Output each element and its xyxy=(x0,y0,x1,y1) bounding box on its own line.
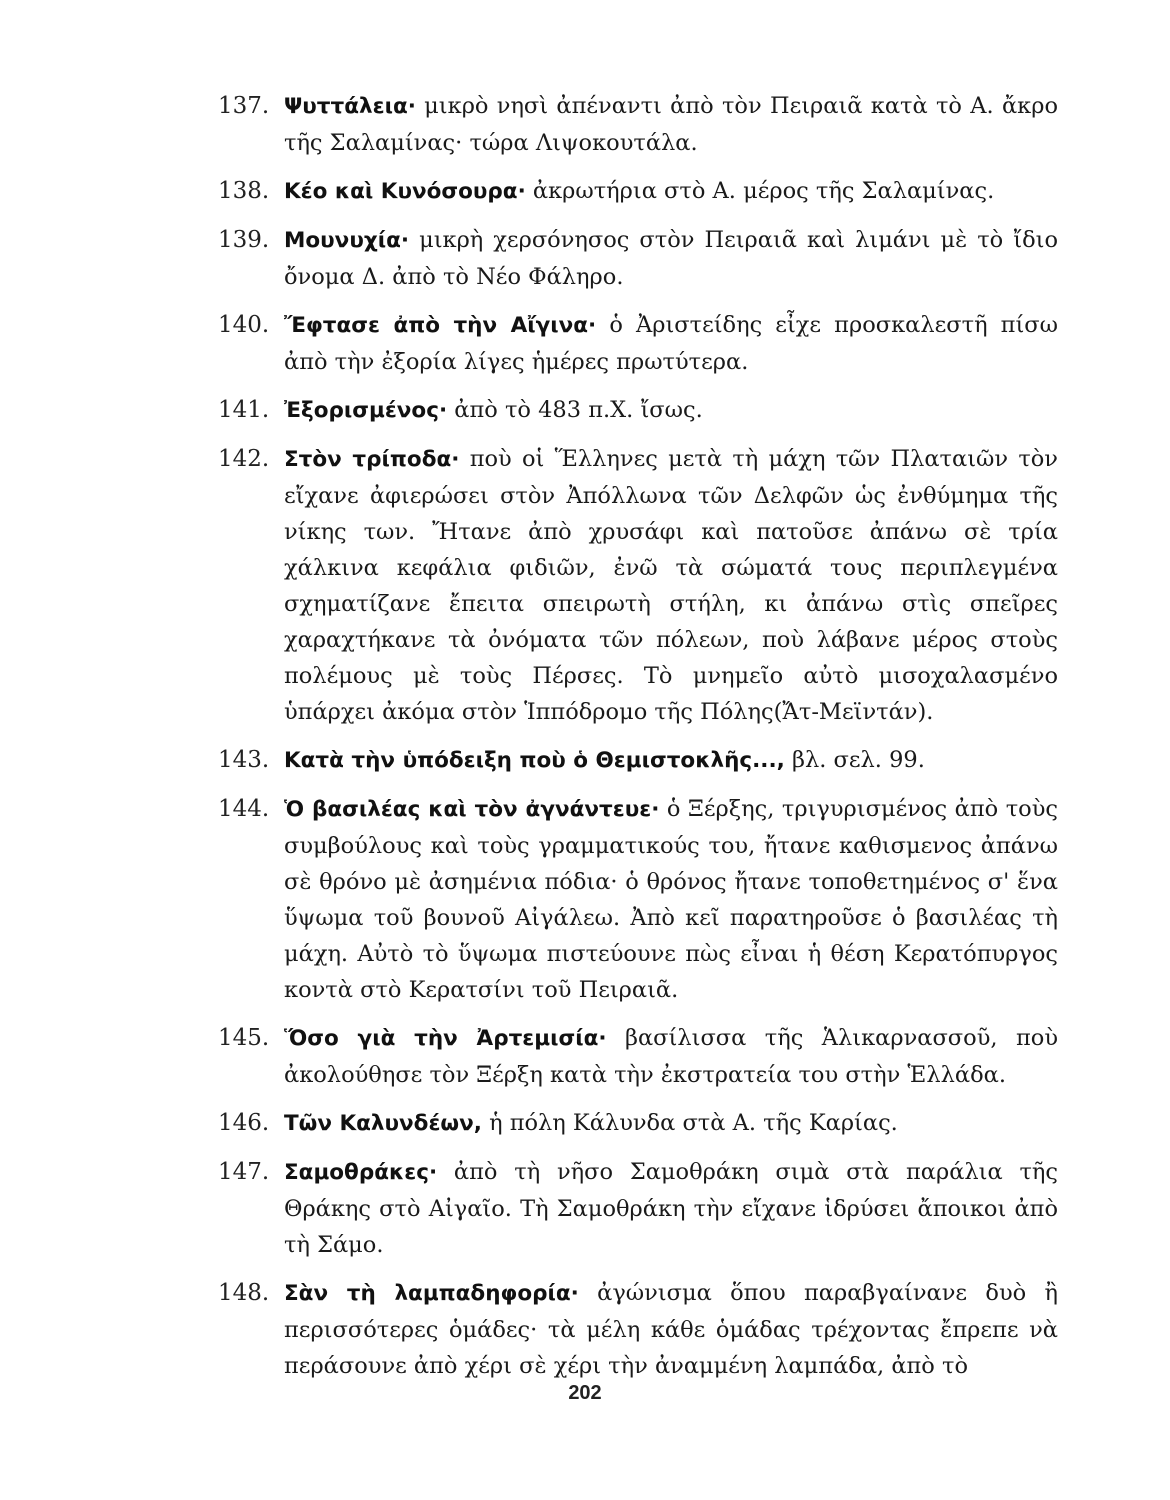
note-number: 142. xyxy=(218,446,270,472)
note-text: ὁ Ξέρξης, τριγυρισμένος ἀπὸ τοὺς συμβούλους καὶ τοὺς γραμματικούς του, ἤτανε καθισμενος ἀπάνω σὲ θρόνο μὲ ἀσημένια πόδια· ὁ θρόνος ἤτανε τοποθετημένος σ' ἕνα ὕψωμα τοῦ βουνοῦ Αἰγάλεω. Ἀπὸ κεῖ παρατηροῦσε ὁ βασιλέας τὴ μάχη. Αὐτὸ τὸ ὕψωμα πιστεύουνε πὼς εἶναι ἡ θέση Κερατόπυργος κοντὰ στὸ Κερατσίνι τοῦ Πειραιᾶ. xyxy=(284,796,1058,1003)
note-number: 144. xyxy=(218,796,270,822)
note-number: 146. xyxy=(218,1110,270,1136)
note-text: ἀπὸ τὴ νῆσο Σαμοθράκη σιμὰ στὰ παράλια τῆς Θράκης στὸ Αἰγαῖο. Τὴ Σαμοθράκη τὴν εἴχανε ἱδρύσει ἄποικοι ἀπὸ τὴ Σάμο. xyxy=(284,1159,1058,1258)
note-148 xyxy=(218,1275,1058,1384)
note-body xyxy=(284,173,1058,210)
note-143 xyxy=(218,742,1058,779)
note-144 xyxy=(218,791,1058,1008)
note-term: Σαμοθράκες· xyxy=(284,1160,438,1185)
note-term: Ὅσο γιὰ τὴν Ἀρτεμισία· xyxy=(284,1026,607,1051)
note-number: 143. xyxy=(218,747,270,773)
note-body xyxy=(284,1154,1058,1263)
note-number: 145. xyxy=(218,1025,270,1051)
note-text: ἀκρωτήρια στὸ Α. μέρος τῆς Σαλαμίνας. xyxy=(525,178,995,204)
note-term: Τῶν Καλυνδέων, xyxy=(284,1111,482,1136)
note-term: Ψυττάλεια· xyxy=(284,94,416,119)
note-147 xyxy=(218,1154,1058,1263)
note-term: Μουνυχία· xyxy=(284,228,410,253)
note-body xyxy=(284,88,1058,161)
note-term: Ἐξορισμένος· xyxy=(284,398,448,423)
note-term: Κατὰ τὴν ὑπόδειξη ποὺ ὁ Θεμιστοκλῆς..., xyxy=(284,748,785,773)
note-text: μικρὸ νησὶ ἀπέναντι ἀπὸ τὸν Πειραιᾶ κατὰ τὸ Α. ἄκρο τῆς Σαλαμίνας· τώρα Λιψοκουτάλα. xyxy=(284,93,1058,156)
note-body xyxy=(284,392,1058,429)
note-text: ὁ Ἀριστείδης εἶχε προσκαλεστῆ πίσω ἀπὸ τὴν ἐξορία λίγες ἡμέρες πρωτύτερα. xyxy=(284,312,1058,375)
note-number: 139. xyxy=(218,227,270,253)
note-body xyxy=(284,742,1058,779)
note-146 xyxy=(218,1105,1058,1142)
note-term: Ἔφτασε ἀπὸ τὴν Αἴγινα· xyxy=(284,313,597,338)
note-body xyxy=(284,441,1058,730)
note-text: μικρὴ χερσόνησος στὸν Πειραιᾶ καὶ λιμάνι μὲ τὸ ἴδιο ὄνομα Δ. ἀπὸ τὸ Νέο Φάληρο. xyxy=(284,227,1058,290)
note-text: ἀγώνισμα ὅπου παραβγαίνανε δυὸ ἢ περισσότερες ὁμάδες· τὰ μέλη κάθε ὁμάδας τρέχοντας ἔπρεπε νὰ περάσουνε ἀπὸ χέρι σὲ χέρι τὴν ἀναμμένη λαμπάδα, ἀπὸ τὸ xyxy=(284,1280,1058,1379)
note-number: 147. xyxy=(218,1159,270,1185)
note-number: 148. xyxy=(218,1280,270,1306)
note-text: ἡ πόλη Κάλυνδα στὰ Α. τῆς Καρίας. xyxy=(481,1110,898,1136)
note-term: Ὁ βασιλέας καὶ τὸν ἀγνάντευε· xyxy=(284,797,660,822)
note-term: Στὸν τρίποδα· xyxy=(284,447,460,472)
note-138 xyxy=(218,173,1058,210)
note-text: βλ. σελ. 99. xyxy=(784,747,925,773)
note-number: 137. xyxy=(218,93,270,119)
note-term: Σὰν τὴ λαμπαδηφορία· xyxy=(284,1281,579,1306)
note-text: ἀπὸ τὸ 483 π.Χ. ἴσως. xyxy=(447,397,703,423)
note-text: βασίλισσα τῆς Ἁλικαρνασσοῦ, ποὺ ἀκολούθησε τὸν Ξέρξη κατὰ τὴν ἐκστρατεία του στὴν Ἑλλάδα. xyxy=(284,1025,1058,1088)
page-number: 202 xyxy=(568,1382,602,1404)
note-term: Κέο καὶ Κυνόσουρα· xyxy=(284,179,526,204)
note-number: 140. xyxy=(218,312,270,338)
note-142 xyxy=(218,441,1058,730)
note-body xyxy=(284,1275,1058,1384)
note-text: ποὺ οἱ Ἕλληνες μετὰ τὴ μάχη τῶν Πλαταιῶν τὸν εἴχανε ἀφιερώσει στὸν Ἀπόλλωνα τῶν Δελφῶν ὡς ἐνθύμημα τῆς νίκης των. Ἤτανε ἀπὸ χρυσάφι καὶ πατοῦσε ἀπάνω σὲ τρία χάλκινα κεφάλια φιδιῶν, ἐνῶ τὰ σώματά τους περιπλεγμένα σχηματίζανε ἔπειτα σπειρωτὴ στήλη, κι ἀπάνω στὶς σπεῖρες χαραχτήκανε τὰ ὀνόματα τῶν πόλεων, ποὺ λάβανε μέρος στοὺς πολέμους μὲ τοὺς Πέρσες. Τὸ μνημεῖο αὐτὸ μισοχαλασμένο ὑπάρχει ἀκόμα στὸν Ἱππόδρομο τῆς Πόλης(Ἄτ-Μεϊντάν). xyxy=(284,446,1058,725)
note-body xyxy=(284,222,1058,295)
note-body xyxy=(284,1105,1058,1142)
note-137 xyxy=(218,88,1058,161)
notes-list xyxy=(218,88,1058,1396)
note-number: 141. xyxy=(218,397,270,423)
note-141 xyxy=(218,392,1058,429)
note-body xyxy=(284,1020,1058,1093)
note-140 xyxy=(218,307,1058,380)
note-body xyxy=(284,791,1058,1008)
note-139 xyxy=(218,222,1058,295)
note-145 xyxy=(218,1020,1058,1093)
note-number: 138. xyxy=(218,178,270,204)
note-body xyxy=(284,307,1058,380)
